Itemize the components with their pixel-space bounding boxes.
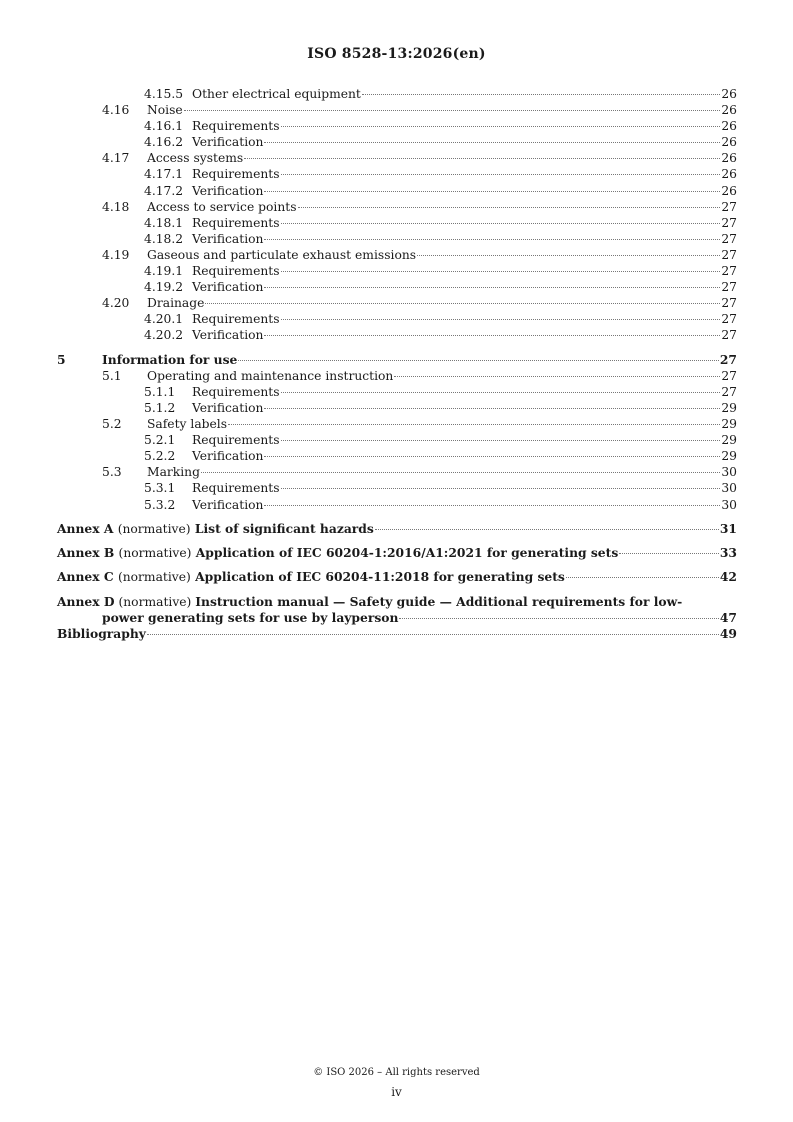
- dot-leader: [394, 376, 720, 377]
- page-number: iv: [391, 1085, 402, 1099]
- toc-number: 4.16: [102, 103, 130, 118]
- dot-leader: [281, 271, 721, 272]
- toc-page: 27: [721, 199, 737, 214]
- toc-entry[interactable]: [57, 199, 737, 215]
- toc-page: 31: [719, 520, 737, 536]
- toc-entry[interactable]: [57, 279, 737, 295]
- toc-annex-d[interactable]: [57, 594, 737, 626]
- dot-leader: [281, 126, 721, 127]
- toc-page: 27: [721, 312, 737, 327]
- toc-number: 5.2.2: [144, 449, 176, 464]
- toc-title: Verification: [192, 400, 264, 415]
- toc-number: 4.18.1: [144, 215, 184, 230]
- toc-title: Requirements: [192, 167, 280, 182]
- toc-title: Operating and maintenance instruction: [147, 368, 394, 383]
- annex-title-line1: Instruction manual — Safety guide — Additional requirements for low-: [195, 593, 683, 609]
- toc-title: Marking: [147, 465, 200, 480]
- toc-entry[interactable]: [57, 134, 737, 150]
- toc-page: 42: [719, 569, 737, 585]
- toc-title: Safety labels: [147, 417, 228, 432]
- toc-entry[interactable]: [57, 295, 737, 311]
- toc-page: 29: [721, 417, 737, 432]
- toc-entry[interactable]: [57, 86, 737, 102]
- toc-number: 4.17: [102, 151, 130, 166]
- toc-title: Verification: [192, 231, 264, 246]
- dot-leader: [281, 319, 721, 320]
- dot-leader: [298, 207, 721, 208]
- toc-page: 26: [721, 167, 737, 182]
- toc-annex-a[interactable]: [57, 521, 737, 537]
- toc-number: 4.19: [102, 247, 130, 262]
- toc-page: 27: [719, 351, 737, 367]
- toc-number: 5.1.2: [144, 400, 176, 415]
- toc-number: 5.3.2: [144, 497, 176, 512]
- bibliography-title: Bibliography: [57, 625, 146, 641]
- annex-label: Annex B: [57, 545, 115, 561]
- toc-entry[interactable]: [57, 183, 737, 199]
- dot-leader: [281, 174, 721, 175]
- toc-title: Requirements: [192, 215, 280, 230]
- dot-leader: [375, 529, 719, 530]
- toc-entry[interactable]: [57, 448, 737, 464]
- dot-leader: [362, 94, 720, 95]
- toc-entry[interactable]: [57, 400, 737, 416]
- toc-number: 4.19.2: [144, 280, 184, 295]
- toc-title: Verification: [192, 280, 264, 295]
- toc-entry[interactable]: [57, 416, 737, 432]
- toc-number: 4.20: [102, 296, 130, 311]
- toc-bibliography[interactable]: [57, 626, 737, 642]
- toc-entry[interactable]: [57, 150, 737, 166]
- toc-entry[interactable]: [57, 231, 737, 247]
- dot-leader: [184, 110, 721, 111]
- toc-page: 26: [721, 151, 737, 166]
- toc-page: 26: [721, 135, 737, 150]
- toc-entry[interactable]: [57, 464, 737, 480]
- toc-number: 4.15.5: [144, 87, 184, 101]
- toc-title: Other electrical equipment: [192, 87, 361, 101]
- toc-entry[interactable]: [57, 327, 737, 343]
- dot-leader: [238, 360, 719, 361]
- annex-label: Annex C: [57, 569, 114, 585]
- dot-leader: [228, 424, 720, 425]
- toc-number: 5.2.1: [144, 433, 176, 448]
- toc-page: 29: [721, 400, 737, 415]
- toc-page: 30: [721, 465, 737, 480]
- toc-entry[interactable]: [57, 118, 737, 134]
- toc-page: 27: [721, 384, 737, 399]
- dot-leader: [264, 191, 720, 192]
- toc-title: Access to service points: [147, 199, 297, 214]
- toc-entry[interactable]: [57, 352, 737, 368]
- dot-leader: [147, 634, 719, 635]
- dot-leader: [264, 287, 720, 288]
- dot-leader: [619, 553, 719, 554]
- toc-annex-c[interactable]: [57, 569, 737, 585]
- annex-normative: (normative): [117, 570, 191, 585]
- toc-title: Requirements: [192, 264, 280, 279]
- dot-leader: [264, 239, 720, 240]
- annex-title: Application of IEC 60204-11:2018 for generating sets: [195, 569, 565, 585]
- toc-page: 30: [721, 481, 737, 496]
- annex-title: List of significant hazards: [194, 520, 374, 536]
- dot-leader: [264, 142, 720, 143]
- dot-leader: [264, 505, 720, 506]
- toc-number: 5.3: [102, 465, 122, 480]
- document-header: ISO 8528-13:2026(en): [307, 46, 486, 62]
- table-of-contents: [57, 86, 737, 642]
- toc-number: 4.17.2: [144, 183, 184, 198]
- dot-leader: [281, 488, 721, 489]
- annex-normative: (normative): [118, 546, 192, 561]
- annex-label: Annex A: [57, 520, 114, 536]
- toc-entry[interactable]: [57, 263, 737, 279]
- toc-page: 49: [719, 625, 737, 641]
- annex-label: Annex D: [57, 593, 115, 609]
- toc-page: 33: [719, 545, 737, 561]
- toc-entry[interactable]: [57, 368, 737, 384]
- toc-number: 5.2: [102, 417, 122, 432]
- toc-title: Drainage: [147, 296, 205, 311]
- dot-leader: [281, 223, 721, 224]
- toc-title: Requirements: [192, 119, 280, 134]
- toc-entry[interactable]: [57, 311, 737, 327]
- toc-page: 47: [719, 609, 737, 625]
- annex-title-line2: power generating sets for use by layperson: [102, 609, 399, 625]
- toc-page: 27: [721, 328, 737, 343]
- toc-annex-b[interactable]: [57, 545, 737, 561]
- toc-page: 27: [721, 368, 737, 383]
- toc-number: 4.19.1: [144, 264, 184, 279]
- toc-number: 4.20.1: [144, 312, 184, 327]
- toc-page: 30: [721, 497, 737, 512]
- toc-title: Information for use: [102, 351, 238, 367]
- toc-entry[interactable]: [57, 480, 737, 496]
- toc-page: 27: [721, 296, 737, 311]
- toc-title: Requirements: [192, 433, 280, 448]
- copyright-notice: © ISO 2026 – All rights reserved: [313, 1067, 480, 1078]
- toc-number: 5: [57, 351, 66, 367]
- toc-entry[interactable]: [57, 215, 737, 231]
- toc-entry[interactable]: [57, 247, 737, 263]
- toc-page: 26: [721, 183, 737, 198]
- toc-page: 27: [721, 264, 737, 279]
- toc-page: 29: [721, 449, 737, 464]
- annex-title: Application of IEC 60204-1:2016/A1:2021 for generating sets: [195, 545, 619, 561]
- toc-entry[interactable]: [57, 497, 737, 513]
- toc-page: 26: [721, 87, 737, 101]
- toc-page: 27: [721, 231, 737, 246]
- toc-title: Gaseous and particulate exhaust emissions: [147, 247, 417, 262]
- dot-leader: [264, 408, 720, 409]
- toc-page: 26: [721, 119, 737, 134]
- toc-number: 4.18: [102, 199, 130, 214]
- annex-normative: (normative): [118, 594, 192, 609]
- dot-leader: [264, 335, 720, 336]
- toc-title: Verification: [192, 183, 264, 198]
- toc-number: 5.3.1: [144, 481, 176, 496]
- toc-number: 4.17.1: [144, 167, 184, 182]
- toc-title: Requirements: [192, 384, 280, 399]
- toc-number: 4.16.2: [144, 135, 184, 150]
- toc-page: 27: [721, 247, 737, 262]
- toc-title: Verification: [192, 135, 264, 150]
- annex-normative: (normative): [117, 521, 191, 536]
- toc-number: 4.20.2: [144, 328, 184, 343]
- toc-page: 27: [721, 280, 737, 295]
- toc-number: 4.16.1: [144, 119, 184, 134]
- toc-title: Verification: [192, 497, 264, 512]
- dot-leader: [281, 440, 721, 441]
- toc-entry[interactable]: [57, 102, 737, 118]
- dot-leader: [244, 158, 720, 159]
- dot-leader: [264, 456, 720, 457]
- toc-title: Noise: [147, 103, 183, 118]
- toc-title: Requirements: [192, 312, 280, 327]
- toc-page: 29: [721, 433, 737, 448]
- toc-page: 27: [721, 215, 737, 230]
- toc-entry[interactable]: [57, 432, 737, 448]
- toc-entry[interactable]: [57, 384, 737, 400]
- toc-title: Verification: [192, 449, 264, 464]
- dot-leader: [566, 577, 719, 578]
- toc-number: 4.18.2: [144, 231, 184, 246]
- dot-leader: [417, 255, 720, 256]
- toc-title: Verification: [192, 328, 264, 343]
- dot-leader: [281, 392, 721, 393]
- dot-leader: [205, 303, 720, 304]
- dot-leader: [201, 472, 720, 473]
- toc-title: Access systems: [147, 151, 244, 166]
- toc-number: 5.1: [102, 368, 122, 383]
- toc-number: 5.1.1: [144, 384, 176, 399]
- toc-title: Requirements: [192, 481, 280, 496]
- dot-leader: [399, 618, 718, 619]
- toc-entry[interactable]: [57, 166, 737, 182]
- toc-page: 26: [721, 103, 737, 118]
